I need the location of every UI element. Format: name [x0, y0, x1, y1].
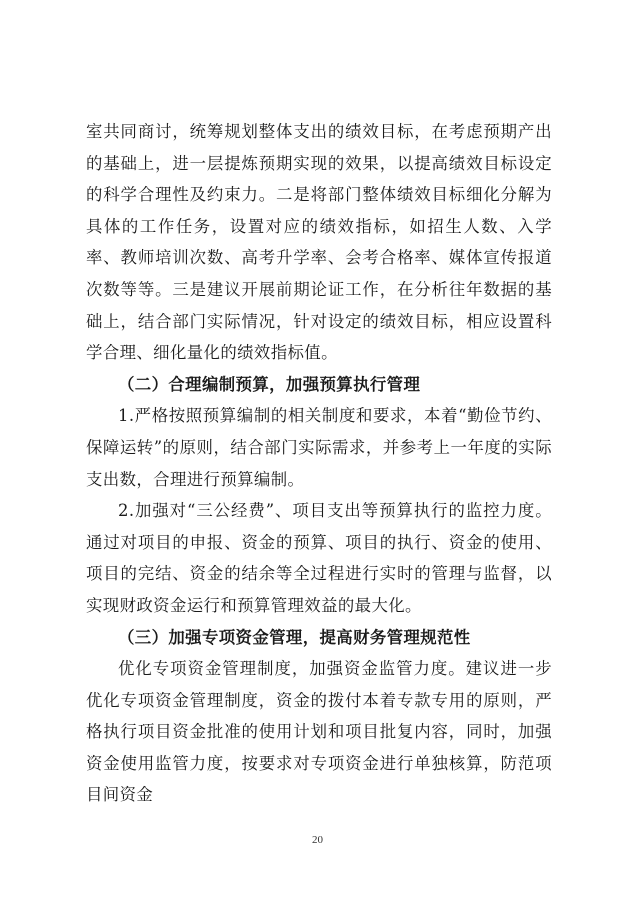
- paragraph-special-funds: 优化专项资金管理制度，加强资金监管力度。建议进一步优化专项资金管理制度，资金的拨付本着专款专用的原则，严格执行项目资金批准的使用计划和项目批复内容，同时，加强资金使用监管力度，按要求对专项资金进行单独核算，防范项目间资金: [86, 659, 552, 805]
- page-number: 20: [312, 834, 323, 846]
- paragraph-performance-targets: 室共同商讨，统筹规划整体支出的绩效目标，在考虑预期产出的基础上，进一层提炼预期实现的效果，以提高绩效目标设定的科学合理性及约束力。二是将部门整体绩效目标细化分解为具体的工作任务，设置对应的绩效指标，如招生人数、入学率、教师培训次数、高考升学率、会考合格率、媒体宣传报道次数等等。三是建议开展前期论证工作，在分析往年数据的基础上，结合部门实际情况，针对设定的绩效目标，相应设置科学合理、细化量化的绩效指标值。: [86, 122, 552, 363]
- document-body: [86, 116, 552, 811]
- paragraph-budget-monitoring: 2.加强对“三公经费”、项目支出等预算执行的监控力度。通过对项目的申报、资金的预算、项目的执行、资金的使用、项目的完结、资金的结余等全过程进行实时的管理与监督，以实现财政资金运行和预算管理效益的最大化。: [86, 501, 552, 615]
- section-heading-special-funds: （三）加强专项资金管理，提高财务管理规范性: [118, 627, 471, 647]
- paragraph-budget-compilation: 1.严格按照预算编制的相关制度和要求，本着“勤俭节约、保障运转”的原则，结合部门实际需求，并参考上一年度的实际支出数，合理进行预算编制。: [86, 406, 552, 489]
- section-heading-budget: （二）合理编制预算，加强预算执行管理: [118, 374, 421, 394]
